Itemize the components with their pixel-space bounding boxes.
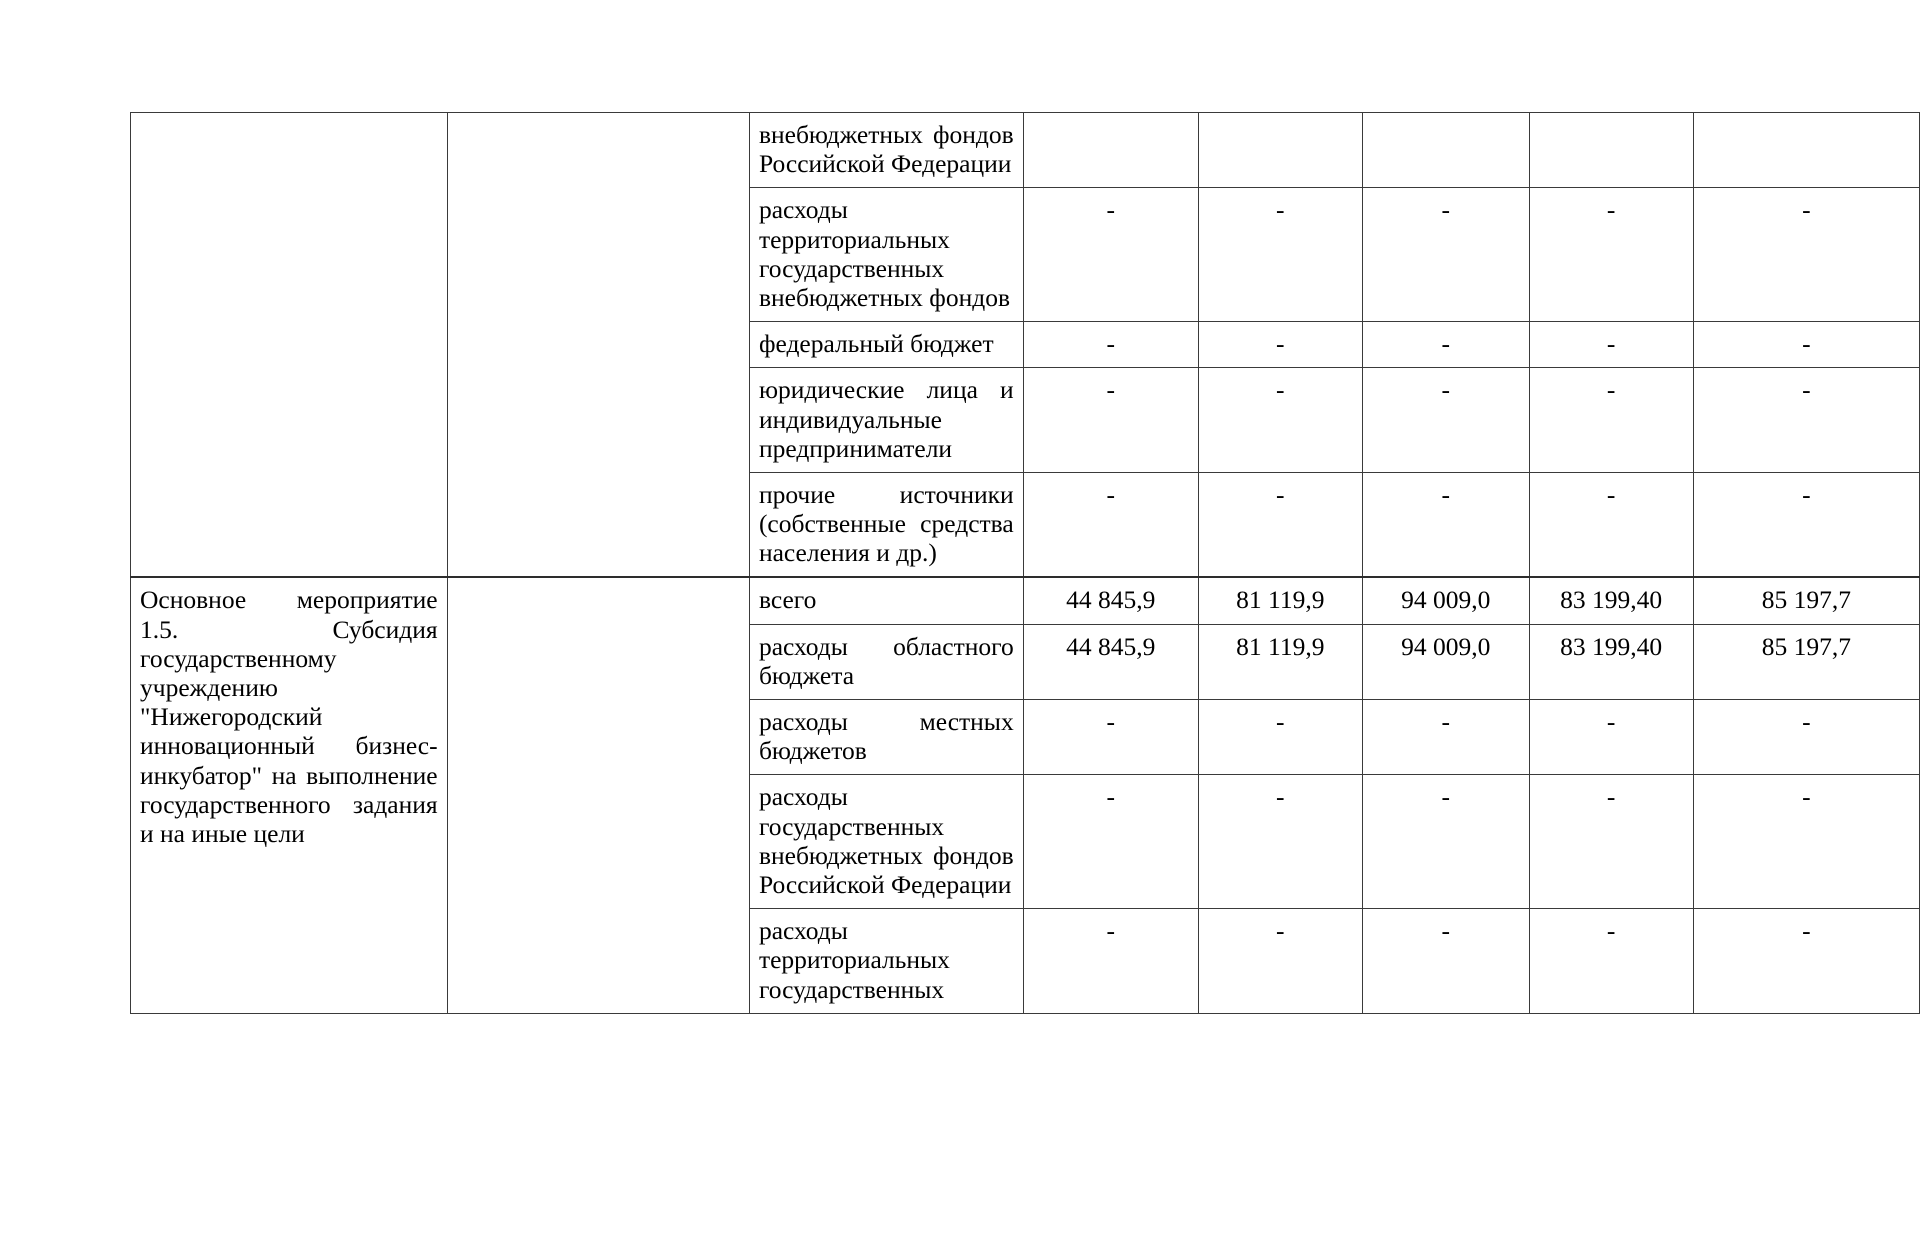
budget-table-container — [130, 112, 1852, 1175]
value-cell: - — [1198, 775, 1362, 909]
source-cell: расходы областного бюджета — [749, 624, 1023, 699]
table-row — [131, 577, 1920, 624]
value-cell — [1198, 113, 1362, 188]
value-cell: 83 199,40 — [1529, 577, 1693, 624]
value-cell: - — [1529, 188, 1693, 322]
value-cell: 94 009,0 — [1362, 624, 1529, 699]
value-cell: - — [1198, 368, 1362, 473]
value-cell: - — [1693, 188, 1919, 322]
source-cell: всего — [749, 577, 1023, 624]
value-cell: - — [1198, 322, 1362, 368]
source-cell: внебюджетных фондов Российской Федерации — [749, 113, 1023, 188]
source-cell: прочие источники (собственные средства населения и др.) — [749, 472, 1023, 577]
value-cell: - — [1023, 700, 1198, 775]
value-cell: - — [1693, 368, 1919, 473]
value-cell: - — [1198, 909, 1362, 1014]
value-cell: - — [1529, 775, 1693, 909]
value-cell: - — [1693, 775, 1919, 909]
measure-cell: Основное мероприятие 1.5. Субсидия государственному учреждению "Нижегородский инновационный бизнес-инкубатор" на выполнение государственного задания и на иные цели — [131, 577, 448, 1013]
value-cell: 44 845,9 — [1023, 577, 1198, 624]
value-cell: - — [1198, 188, 1362, 322]
source-cell: федеральный бюджет — [749, 322, 1023, 368]
value-cell: - — [1529, 472, 1693, 577]
value-cell: - — [1362, 909, 1529, 1014]
value-cell: - — [1023, 322, 1198, 368]
value-cell: 85 197,7 — [1693, 577, 1919, 624]
value-cell: 83 199,40 — [1529, 624, 1693, 699]
value-cell: - — [1362, 700, 1529, 775]
source-cell: расходы местных бюджетов — [749, 700, 1023, 775]
value-cell — [1362, 113, 1529, 188]
budget-table — [130, 112, 1920, 1014]
value-cell: - — [1023, 188, 1198, 322]
value-cell: - — [1529, 909, 1693, 1014]
value-cell: - — [1693, 322, 1919, 368]
value-cell: - — [1198, 700, 1362, 775]
value-cell: - — [1362, 368, 1529, 473]
value-cell: 44 845,9 — [1023, 624, 1198, 699]
value-cell — [1023, 113, 1198, 188]
value-cell: - — [1693, 472, 1919, 577]
value-cell: - — [1362, 188, 1529, 322]
value-cell: - — [1693, 700, 1919, 775]
value-cell: - — [1023, 775, 1198, 909]
value-cell: - — [1362, 472, 1529, 577]
executor-cell — [447, 577, 749, 1013]
value-cell: - — [1362, 322, 1529, 368]
source-cell: расходы территориальных государственных внебюджетных фондов — [749, 188, 1023, 322]
value-cell: - — [1529, 322, 1693, 368]
measure-cell — [131, 113, 448, 578]
table-row — [131, 113, 1920, 188]
value-cell: - — [1693, 909, 1919, 1014]
value-cell — [1693, 113, 1919, 188]
source-cell: расходы государственных внебюджетных фондов Российской Федерации — [749, 775, 1023, 909]
value-cell: 81 119,9 — [1198, 624, 1362, 699]
value-cell — [1529, 113, 1693, 188]
source-cell: расходы территориальных государственных — [749, 909, 1023, 1014]
value-cell: - — [1529, 368, 1693, 473]
value-cell: 94 009,0 — [1362, 577, 1529, 624]
value-cell: - — [1023, 368, 1198, 473]
source-cell: юридические лица и индивидуальные предприниматели — [749, 368, 1023, 473]
value-cell: 81 119,9 — [1198, 577, 1362, 624]
value-cell: - — [1023, 472, 1198, 577]
value-cell: 85 197,7 — [1693, 624, 1919, 699]
value-cell: - — [1529, 700, 1693, 775]
value-cell: - — [1362, 775, 1529, 909]
value-cell: - — [1198, 472, 1362, 577]
value-cell: - — [1023, 909, 1198, 1014]
executor-cell — [447, 113, 749, 578]
